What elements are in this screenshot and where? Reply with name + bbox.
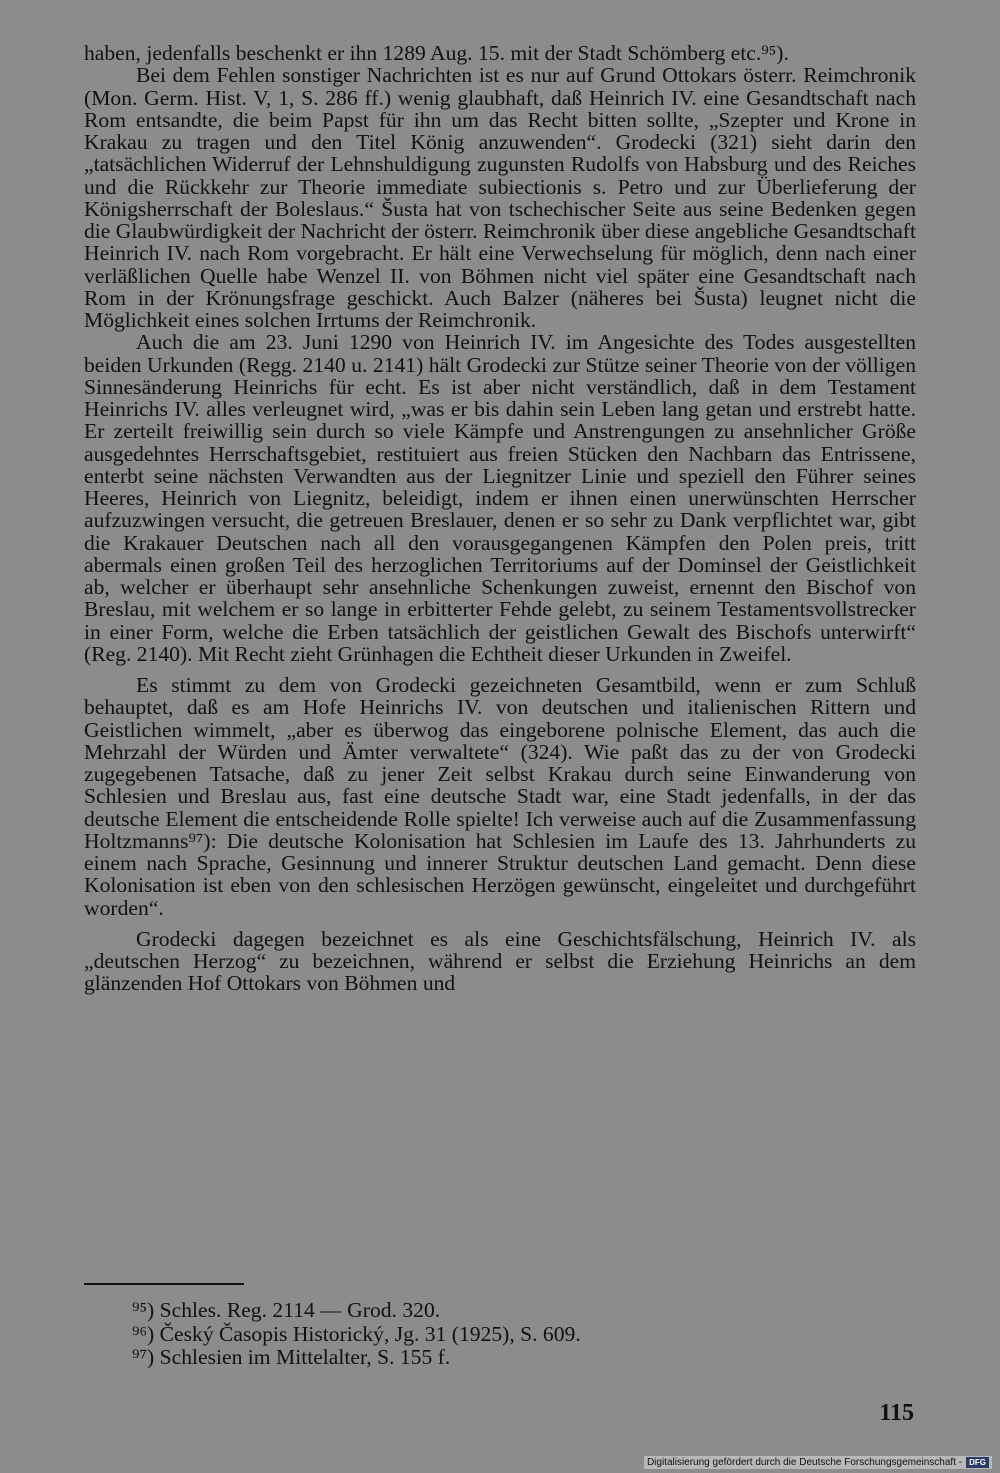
paragraph-1: haben, jedenfalls beschenkt er ihn 1289 Aug. 15. mit der Stadt Schömberg etc.⁹⁵). bbox=[84, 41, 789, 65]
footnote-rule bbox=[84, 1283, 244, 1285]
paragraph-2: Bei dem Fehlen sonstiger Nachrichten ist es nur auf Grund Ottokars österr. Reimchronik (Mon. Germ. Hist. V, 1, S. 286 ff.) wenig glaubhaft, daß Heinrich IV. eine Gesandtschaft nach Rom entsandte, die beim Papst für ihn um das Recht bitten sollte, „Szepter und Krone in Krakau zu tragen und den Titel König anzuwenden“. Grodecki (321) sieht darin den „tatsächlichen Widerruf der Lehnshuldigung zugunsten Rudolfs von Habsburg und des Reiches und die Rückkehr zur Theorie immediate subiectionis s. Petro und zur Überlieferung der Königsherrschaft der Boleslaus.“ Šusta hat von tschechischer Seite aus seine Bedenken gegen die Glaubwürdigkeit der Nachricht der österr. Reimchronik über diese angebliche Gesandtschaft Heinrich IV. nach Rom vorgebracht. Er hält eine Verwechselung für möglich, denn nach einer verläßlichen Quelle habe Wenzel II. von Böhmen nicht viel später eine Gesandtschaft nach Rom in der Krönungsfrage geschickt. Auch Balzer (näheres bei Šusta) leugnet nicht die Möglichkeit eines solchen Irrtums der Reimchronik. bbox=[84, 63, 916, 332]
footnotes bbox=[84, 1283, 916, 1370]
dfg-logo-icon: DFG bbox=[966, 1457, 989, 1468]
footnote-96: ⁹⁶) Český Časopis Historický, Jg. 31 (1925), S. 609. bbox=[132, 1321, 581, 1346]
paragraph-5: Grodecki dagegen bezeichnet es als eine Geschichtsfälschung, Heinrich IV. als „deutschen Herzog“ zu bezeichnen, während er selbst die Erziehung Heinrichs an dem glänzenden Hof Ottokars von Böhmen und bbox=[84, 926, 916, 996]
credit-text: Digitalisierung gefördert durch die Deutsche Forschungsgemeinschaft - bbox=[646, 1457, 963, 1468]
footnote-95: ⁹⁵) Schles. Reg. 2114 — Grod. 320. bbox=[132, 1298, 441, 1322]
page-body bbox=[84, 42, 916, 995]
page-number: 115 bbox=[879, 1400, 914, 1426]
paragraph-3: Auch die am 23. Juni 1290 von Heinrich IV. im Angesichte des Todes ausgestellten beiden Urkunden (Regg. 2140 u. 2141) hält Grodecki zur Stütze seiner Theorie von der völligen Sinnesänderung Heinrichs für echt. Es ist aber nicht verständlich, daß in dem Testament Heinrichs IV. alles verleugnet wird, „was er bis dahin sein Leben lang getan und erstrebt hatte. Er zerteilt freiwillig sein durch so viele Kämpfe und Anstrengungen zu ansehnlicher Größe ausgedehntes Herrschaftsgebiet, restituiert aus freien Stücken den Nachbarn das Entrissene, enterbt seine nächsten Verwandten aus der Liegnitzer Linie und speziell den Führer seines Heeres, Heinrich von Liegnitz, beleidigt, indem er ihnen einen unerwünschten Herrscher aufzuzwingen versucht, die getreuen Breslauer, denen er so sehr zu Dank verpflichtet war, gibt die Krakauer Deutschen nach all den vorausgegangenen Kämpfen den Polen preis, tritt abermals einen großen Teil des herzoglichen Territoriums auf der Dominsel der Geistlichkeit ab, welcher er überhaupt sehr ansehnliche Schenkungen zuweist, ernennt den Bischof von Breslau, mit welchem er so lange in erbitterter Fehde gelebt, zu seinem Testamentsvollstrecker in einer Form, welche die Erben tatsächlich der geistlichen Gewalt des Bischofs unterwirft“ (Reg. 2140). Mit Recht zieht Grünhagen die Echtheit dieser Urkunden in Zweifel. bbox=[84, 330, 916, 666]
digitization-credit bbox=[644, 1456, 992, 1469]
footnote-97: ⁹⁷) Schlesien im Mittelalter, S. 155 f. bbox=[132, 1345, 451, 1369]
paragraph-4: Es stimmt zu dem von Grodecki gezeichneten Gesamtbild, wenn er zum Schluß behauptet, daß es am Hofe Heinrichs IV. von deutschen und italienischen Rittern und Geistlichen wimmelt, „aber es überwog das eingeborene polnische Element, das auch die Mehrzahl der Würden und Ämter verwaltete“ (324). Wie paßt das zu der von Grodecki zugegebenen Tatsache, daß zu jener Zeit selbst Krakau durch seine Einwanderung von Schlesien und Breslau aus, fast eine deutsche Stadt war, eine Stadt jedenfalls, in der das deutsche Element die entscheidende Rolle spielte! Ich verweise auch auf die Zusammenfassung Holtzmanns⁹⁷): Die deutsche Kolonisation hat Schlesien im Laufe des 13. Jahrhunderts zu einem nach Sprache, Gesinnung und innerer Struktur deutschen Land gemacht. Denn diese Kolonisation ist eben von den schlesischen Herzögen gewünscht, eingeleitet und durchgeführt worden“. bbox=[84, 673, 916, 920]
